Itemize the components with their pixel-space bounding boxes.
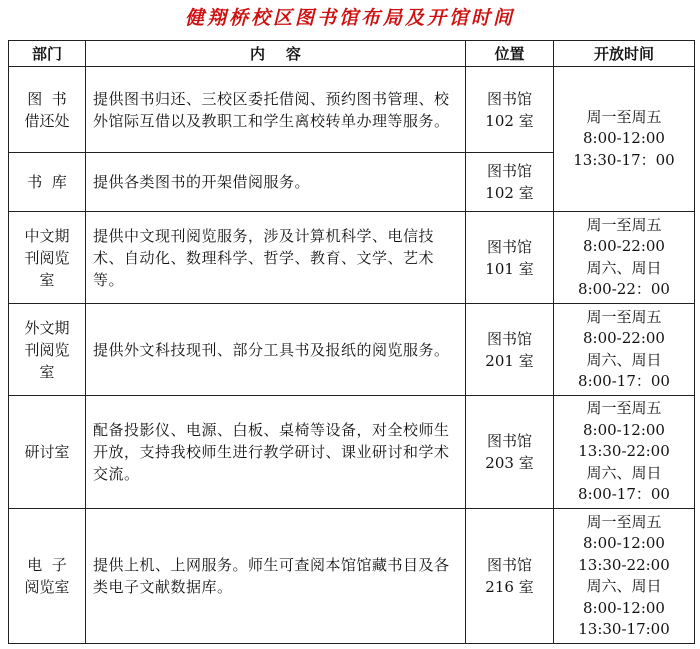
department-line: 阅览室 [24,578,70,596]
department-cell [9,509,86,644]
hours-line: 13:30-22:00 [578,442,670,461]
location-line: 201 室 [485,351,534,370]
location-line: 102 室 [485,184,534,202]
hours-line: 周六、周日 [586,463,662,482]
content-cell: 提供图书归还、三校区委托借阅、预约图书管理、校外馆际互借以及教职工和学生离校转单办理等服务。 [86,67,466,153]
hours-line: 周一至周五 [586,512,662,531]
location-cell [466,212,554,304]
header-department: 部门 [9,41,86,67]
header-location: 位置 [466,41,554,67]
hours-cell [554,396,695,509]
table-row [9,304,695,396]
department-line: 图 书 [27,89,67,108]
page-title: 健翔桥校区图书馆布局及开馆时间 [184,7,515,29]
department-line: 电 子 [27,556,67,574]
table-row [9,509,695,644]
hours-line: 8:00-22:00 [583,329,665,347]
header-hours: 开放时间 [554,41,695,67]
department-cell [9,396,86,509]
table-row [9,67,695,153]
department-line: 室 [39,270,55,289]
table-row [9,212,695,304]
department-line: 刊阅览 [24,340,70,359]
hours-line: 13:30-17：00 [573,150,675,169]
location-line: 101 室 [485,259,534,278]
location-cell [466,304,554,396]
hours-line: 周一至周五 [586,399,662,418]
library-layout-table [8,40,695,644]
hours-line: 8:00-12:00 [583,129,665,148]
location-line: 图书馆 [486,89,532,108]
location-line: 图书馆 [486,237,532,256]
hours-cell [554,67,695,212]
department-cell [9,67,86,153]
location-line: 216 室 [485,578,534,596]
department-line: 外文期 [24,318,70,337]
table-header-row [9,41,695,67]
location-line: 图书馆 [486,329,532,348]
location-line: 图书馆 [486,162,532,180]
table-row [9,396,695,509]
header-content: 内 容 [86,41,466,67]
department-line: 研讨室 [24,443,70,461]
hours-line: 8:00-12:00 [583,598,665,617]
hours-line: 周一至周五 [586,307,662,326]
location-line: 图书馆 [486,556,532,574]
hours-line: 8:00-12:00 [583,420,665,439]
hours-line: 13:30-22:00 [578,555,670,574]
location-cell [466,67,554,153]
hours-line: 8:00-12:00 [583,534,665,552]
hours-line: 周六、周日 [586,258,662,277]
content-cell: 提供外文科技现刊、部分工具书及报纸的阅览服务。 [86,304,466,396]
content-cell: 提供上机、上网服务。师生可查阅本馆馆藏书目及各类电子文献数据库。 [86,509,466,644]
hours-line: 周一至周五 [586,215,662,234]
hours-line: 周六、周日 [586,350,662,369]
location-cell [466,509,554,644]
department-cell [9,153,86,212]
department-line: 借还处 [24,111,70,130]
hours-line: 周一至周五 [586,107,662,126]
hours-cell [554,304,695,396]
content-cell: 配备投影仪、电源、白板、桌椅等设备，对全校师生开放，支持我校师生进行教学研讨、课业研讨和学术交流。 [86,396,466,509]
hours-line: 周六、周日 [586,577,662,595]
location-cell [466,153,554,212]
hours-cell [554,212,695,304]
department-line: 中文期 [24,226,70,245]
content-cell: 提供各类图书的开架借阅服务。 [86,153,466,212]
hours-line: 13:30-17:00 [578,620,670,638]
location-line: 102 室 [485,111,534,130]
department-line: 室 [39,362,55,381]
hours-cell [554,509,695,644]
content-cell: 提供中文现刊阅览服务，涉及计算机科学、电信技术、自动化、数理科学、哲学、教育、文学、艺术等。 [86,212,466,304]
department-cell [9,212,86,304]
department-line: 刊阅览 [24,248,70,267]
hours-line: 8:00-22:00 [583,237,665,255]
hours-line: 8:00-17：00 [578,485,670,504]
department-cell [9,304,86,396]
location-line: 203 室 [485,454,534,472]
department-line: 书 库 [27,173,67,191]
hours-line: 8:00-22：00 [578,280,670,298]
location-line: 图书馆 [486,432,532,450]
location-cell [466,396,554,509]
hours-line: 8:00-17：00 [578,372,670,390]
